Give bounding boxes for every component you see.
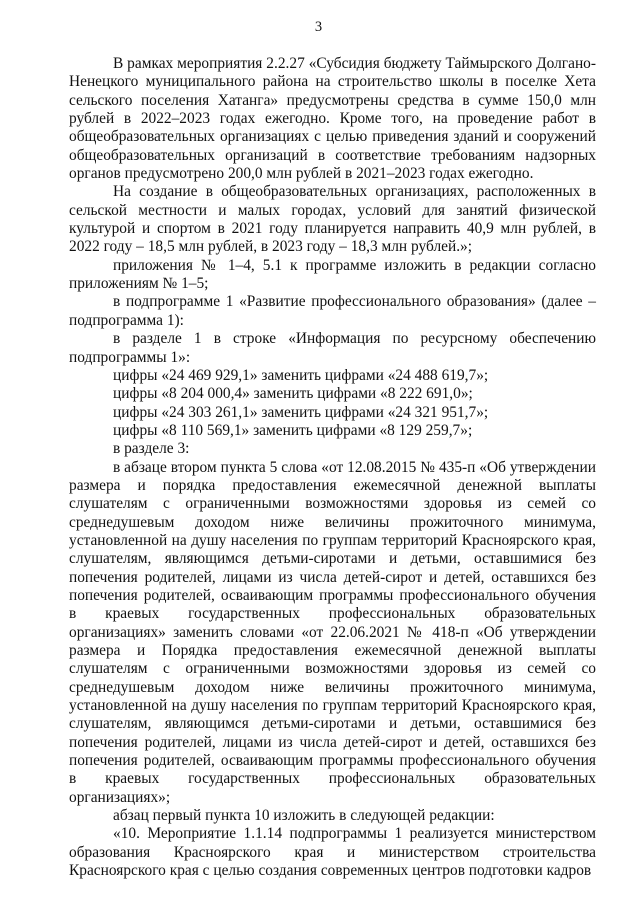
paragraph-item-10-text: «10. Мероприятие 1.1.14 подпрограммы 1 реализуется министерством образования Красноярского края и министерством строительства Красноярского края с целью создания современных центров подготовки кадров <box>69 825 596 880</box>
paragraph-section-3: в разделе 3: <box>113 440 190 458</box>
document-body <box>69 55 596 880</box>
paragraph-item-5-replacement: в абзаце втором пункта 5 слова «от 12.08.2015 № 435-п «Об утверждении размера и порядка предоставления ежемесячной денежной выплаты слушателям с ограниченными возможностями здоровья из семей со среднедушевым доходом ниже величины прожиточного минимума, установленной на душу населения по группам территорий Красноярского края, слушателям, являющимся детьми-сиротами и детьми, оставшимися без попечения родителей, лицами из числа детей-сирот и детей, оставшихся без попечения родителей, осваивающим программы профессионального обучения в краевых государственных профессиональных образовательных организациях» заменить словами «от 22.06.2021 № 418-п «Об утверждении размера и Порядка предоставления ежемесячной денежной выплаты слушателям с ограниченными возможностями здоровья из семей со среднедушевым доходом ниже величины прожиточного минимума, установленной на душу населения по группам территорий Красноярского края, слушателям, являющимся детьми-сиротами и детьми, оставшимися без попечения родителей, лицами из числа детей-сирот и детей, оставшихся без попечения родителей, осваивающим программы профессионального обучения в краевых государственных профессиональных образовательных организациях»; <box>69 458 596 806</box>
paragraph-item-10-intro: абзац первый пункта 10 изложить в следующей редакции: <box>113 807 495 825</box>
paragraph-figures-3: цифры «24 303 261,1» заменить цифрами «24 321 951,7»; <box>113 403 489 421</box>
paragraph-appendices: приложения № 1–4, 5.1 к программе изложить в редакции согласно приложениям № 1–5; <box>69 256 596 293</box>
paragraph-section-1-resources: в разделе 1 в строке «Информация по ресурсному обеспечению подпрограммы 1»: <box>69 330 596 366</box>
paragraph-figures-4: цифры «8 110 569,1» заменить цифрами «8 129 259,7»; <box>113 421 473 439</box>
page-number: 3 <box>314 19 323 35</box>
paragraph-rural-sports: На создание в общеобразовательных организациях, расположенных в сельской местности и малых городах, условий для занятий физической культурой и спортом в 2021 году планируется направить 40,9 млн рублей, в 2022 году – 18,5 млн рублей, в 2023 году – 18,3 млн рублей.»; <box>69 183 596 256</box>
paragraph-figures-2: цифры «8 204 000,4» заменить цифрами «8 222 691,0»; <box>113 385 473 403</box>
paragraph-subsidy-taymyr: В рамках мероприятия 2.2.27 «Субсидия бюджету Таймырского Долгано-Ненецкого муниципального района на строительство школы в поселке Хета сельского поселения Хатанга» предусмотрены средства в сумме 150,0 млн рублей в 2022–2023 годах ежегодно. Кроме того, на проведение работ в общеобразовательных организациях с целью приведения зданий и сооружений общеобразовательных организаций в соответствие требованиям надзорных органов предусмотрено 200,0 млн рублей в 2021–2023 годах ежегодно. <box>69 55 596 183</box>
paragraph-subprogram-1: в подпрограмме 1 «Развитие профессионального образования» (далее – подпрограмма 1): <box>69 293 596 329</box>
paragraph-figures-1: цифры «24 469 929,1» заменить цифрами «24 488 619,7»; <box>113 366 489 384</box>
